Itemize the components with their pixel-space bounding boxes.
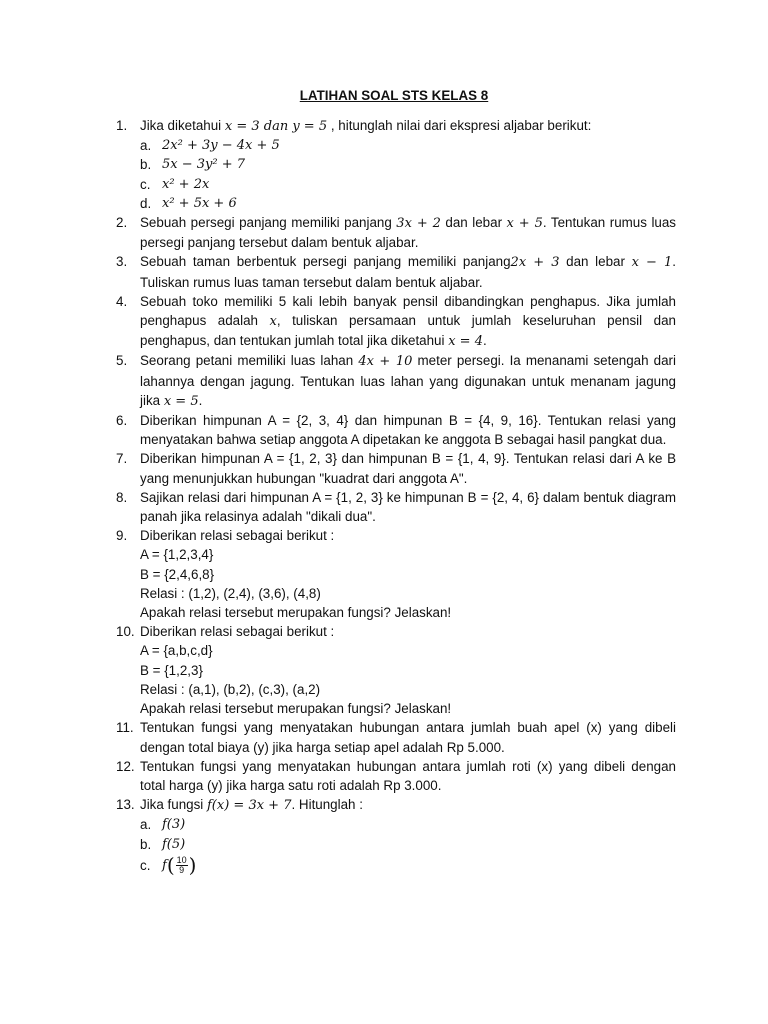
question-13 xyxy=(116,795,676,875)
right-paren: ) xyxy=(188,852,197,877)
question-9 xyxy=(116,526,676,622)
question-text: Diberikan relasi sebagai berikut : xyxy=(140,624,335,640)
set-b: B = {1,2,3} xyxy=(140,662,203,678)
sub-item: d. x² + 5x + 6 xyxy=(140,194,676,213)
question-prompt: Apakah relasi tersebut merupakan fungsi? Jelaskan! xyxy=(140,701,452,717)
question-list xyxy=(116,116,676,875)
math-expression: 3x + 2 xyxy=(396,216,441,232)
question-text: Sebuah taman berbentuk persegi panjang memiliki panjang2x + 3 dan lebar x − 1. Tuliskan rumus luas taman tersebut dalam bentuk aljabar. xyxy=(140,254,677,290)
math-expression: f(5) xyxy=(162,836,186,852)
question-number: 7. xyxy=(116,451,128,467)
fraction-numerator: 10 xyxy=(176,854,187,865)
math-expression: x = 4 xyxy=(448,334,483,350)
question-1 xyxy=(116,116,676,213)
question-text: Tentukan fungsi yang menyatakan hubungan antara jumlah buah apel (x) yang dibeli dengan total biaya (y) jika harga setiap apel adalah Rp 5.000. xyxy=(140,720,676,755)
question-text: Sebuah toko memiliki 5 kali lebih banyak pensil dibandingkan penghapus. Jika jumlah penghapus adalah x, tuliskan persamaan untuk jumlah keseluruhan pensil dan penghapus, dan tentukan jumlah total jika diketahui x = 4. xyxy=(140,293,676,350)
set-a: A = {1,2,3,4} xyxy=(140,547,214,563)
question-3 xyxy=(116,252,676,291)
question-12 xyxy=(116,757,676,795)
question-text: Jika fungsi f(x) = 3x + 7. Hitunglah : xyxy=(140,797,363,814)
question-number: 9. xyxy=(116,528,128,544)
math-expression: x² + 2x xyxy=(162,176,210,192)
question-number: 13. xyxy=(116,797,135,813)
question-11 xyxy=(116,718,676,756)
question-text: Seorang petani memiliki luas lahan 4x + 10 meter persegi. Ia menanami setengah dari lahannya dengan jagung. Tentukan luas lahan yang digunakan untuk menanam jagung jika x = 5. xyxy=(140,353,676,409)
sub-item: c. f ( $\frac{10}{9}$ ) xyxy=(140,852,197,877)
question-10 xyxy=(116,622,676,718)
fraction-denominator: 9 xyxy=(179,864,185,875)
sub-item: c. x² + 2x xyxy=(140,175,676,194)
relation: Relasi : (a,1), (b,2), (c,3), (a,2) xyxy=(140,681,321,697)
question-number: 4. xyxy=(116,293,128,309)
question-text: Diberikan himpunan A = {2, 3, 4} dan himpunan B = {4, 9, 16}. Tentukan relasi yang menyatakan bahwa setiap anggota A dipetakan ke anggota B sebagai hasil pangkat dua. xyxy=(140,413,676,448)
math-expression: x² + 5x + 6 xyxy=(162,195,237,211)
question-number: 11. xyxy=(116,720,134,736)
sub-item: b. f(5) xyxy=(140,835,676,854)
question-6 xyxy=(116,411,676,449)
math-expression: 4x + 10 xyxy=(358,354,413,370)
math-expression: x − 1 xyxy=(631,255,673,271)
question-5 xyxy=(116,351,676,411)
question-number: 2. xyxy=(116,215,128,231)
math-expression: x xyxy=(269,314,277,330)
math-expression: 2x + 3 xyxy=(510,255,560,271)
function-name: f xyxy=(162,857,167,873)
question-8 xyxy=(116,488,676,526)
fraction xyxy=(176,856,188,875)
sub-item: a. f(3) xyxy=(140,815,676,834)
question-text: Tentukan fungsi yang menyatakan hubungan antara jumlah roti (x) yang dibeli dengan total harga (y) jika harga satu roti adalah Rp 3.000. xyxy=(140,758,676,793)
math-expression: x + 5 xyxy=(506,216,543,232)
question-text: Jika diketahui x = 3 dan y = 5 , hitunglah nilai dari ekspresi aljabar berikut: xyxy=(140,118,592,134)
math-expression: x = 5 xyxy=(163,393,199,409)
set-b: B = {2,4,6,8} xyxy=(140,566,215,582)
question-prompt: Apakah relasi tersebut merupakan fungsi? Jelaskan! xyxy=(140,605,452,621)
question-number: 12. xyxy=(116,758,135,774)
question-2 xyxy=(116,213,676,252)
question-number: 3. xyxy=(116,254,128,270)
question-text: Sajikan relasi dari himpunan A = {1, 2, 3} ke himpunan B = {2, 4, 6} dalam bentuk diagram panah jika relasinya adalah "dikali dua". xyxy=(140,489,676,525)
math-expression: x = 3 dan y = 5 xyxy=(224,119,328,134)
sub-item: b. 5x − 3y² + 7 xyxy=(140,155,676,174)
relation: Relasi : (1,2), (2,4), (3,6), (4,8) xyxy=(140,585,321,601)
set-a: A = {a,b,c,d} xyxy=(140,643,213,659)
question-4 xyxy=(116,292,676,352)
left-paren: ( xyxy=(166,852,175,877)
math-expression: 5x − 3y² + 7 xyxy=(162,157,246,173)
math-expression: f(3) xyxy=(162,817,186,833)
math-expression: 2x² + 3y − 4x + 5 xyxy=(162,138,280,154)
question-text: Sebuah persegi panjang memiliki panjang 3x + 2 dan lebar x + 5. Tentukan rumus luas persegi panjang tersebut dalam bentuk aljabar. xyxy=(140,215,677,251)
question-text: Diberikan relasi sebagai berikut : xyxy=(140,528,335,544)
question-number: 1. xyxy=(116,118,128,133)
question-number: 8. xyxy=(116,489,128,505)
sub-item: a. 2x² + 3y − 4x + 5 xyxy=(140,136,676,155)
question-number: 5. xyxy=(116,353,128,369)
question-text: Diberikan himpunan A = {1, 2, 3} dan himpunan B = {1, 4, 9}. Tentukan relasi dari A ke B yang menunjukkan hubungan "kuadrat dari anggota A". xyxy=(140,451,676,486)
question-number: 6. xyxy=(116,413,128,429)
question-number: 10. xyxy=(116,624,135,640)
math-expression: f(x) = 3x + 7 xyxy=(207,798,292,814)
question-7 xyxy=(116,449,676,487)
document-title: LATIHAN SOAL STS KELAS 8 xyxy=(299,88,489,103)
